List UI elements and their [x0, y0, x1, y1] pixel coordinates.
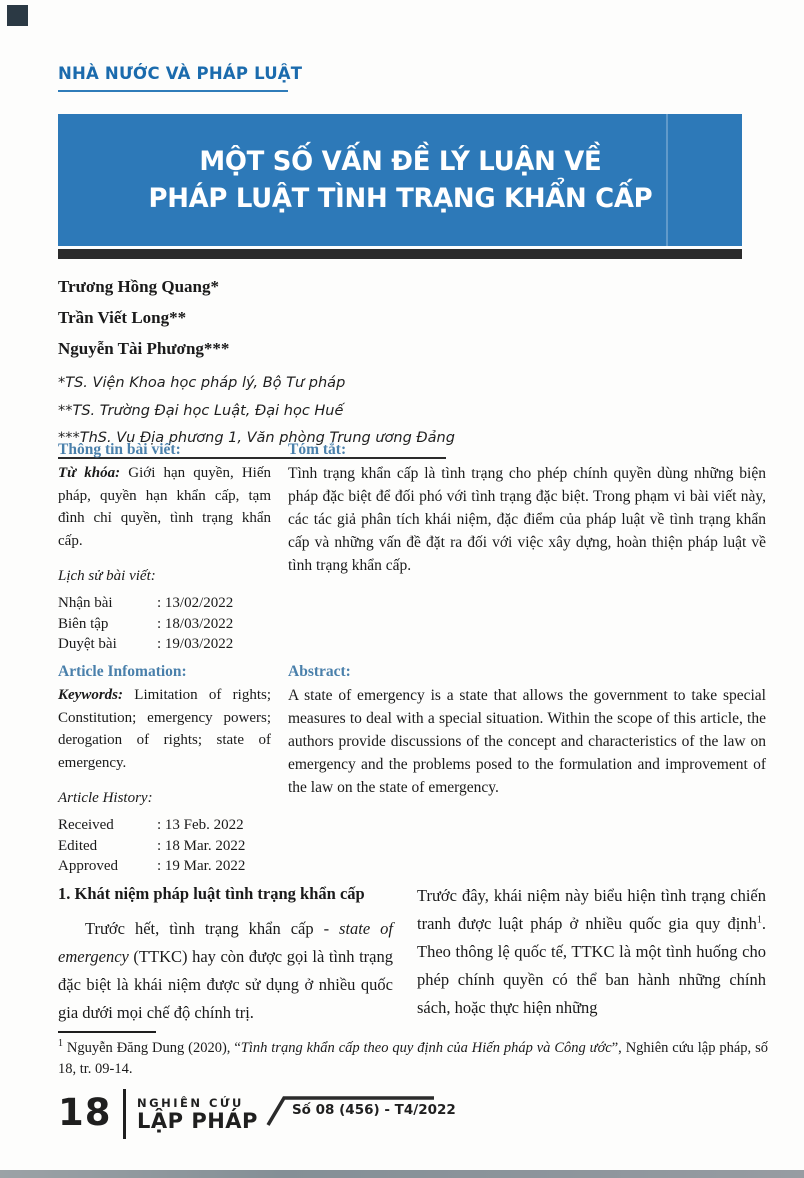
journal-name-bottom: LẬP PHÁP — [137, 1109, 258, 1133]
journal-name-top: NGHIÊN CỨU — [137, 1096, 244, 1110]
article-info-vi-left — [58, 441, 271, 655]
page-number: 18 — [58, 1091, 112, 1134]
footer-divider — [123, 1089, 127, 1139]
section-1-heading: 1. Khát niệm pháp luật tình trạng khẩn cấp — [58, 884, 365, 903]
footnote-title-italic: Tình trạng khẩn cấp theo quy định của Hiến pháp và Công ước — [240, 1040, 612, 1056]
body-text: (TTKC) hay còn được gọi là tình trạng đặc biệt là khái niệm được sử dụng ở nhiều quốc gia dưới mọi chế độ chính trị. — [58, 947, 393, 1022]
history-label: Biên tập — [58, 615, 109, 632]
body-text: Trước đây, khái niệm này biểu hiện tình trạng chiến tranh được luật pháp ở nhiều quốc gia quy định — [417, 886, 766, 933]
abstract-heading-en: Abstract: — [288, 663, 351, 680]
footnote-marker: 1 — [58, 1038, 63, 1050]
banner-bottom-bar — [58, 249, 742, 259]
history-label: Edited — [58, 837, 98, 854]
issue-number: Số 08 (456) - T4/2022 — [291, 1102, 456, 1118]
history-row — [58, 614, 271, 635]
summary-heading-vi: Tóm tắt: — [288, 441, 347, 458]
issue-block — [262, 1089, 456, 1139]
history-row — [58, 815, 271, 836]
history-row — [58, 836, 271, 857]
footnote-reference: 1 — [756, 914, 762, 926]
article-title-line1: MỘT SỐ VẤN ĐỀ LÝ LUẬN VỀ — [198, 146, 602, 177]
footnote-post: ”, Nghiên cứu lập pháp, số 18, tr. 09-14. — [58, 1040, 768, 1077]
body-text-italic: state of emergency — [58, 919, 393, 966]
summary-text-vi: Tình trạng khẩn cấp là tình trạng cho phép chính quyền dùng những biện pháp đặc biệt để đối phó với tình trạng đặc biệt. Trong phạm vi bài viết này, các tác giả phân tích khái niệm, đặc điểm của pháp luật về tình trạng khẩn cấp và những vấn đề đặt ra đối với việc xây dựng, hoàn thiện pháp luật về tình trạng khẩn cấp. — [288, 465, 766, 574]
history-value: : 19/03/2022 — [157, 636, 234, 652]
author-name: Trần Viết Long** — [58, 308, 187, 327]
article-info-en-left — [58, 663, 271, 877]
body-column-right — [417, 882, 766, 1027]
footnote-text — [58, 1038, 768, 1080]
body-text: Trước hết, tình trạng khẩn cấp - — [85, 919, 340, 938]
footnote-separator — [58, 1031, 156, 1033]
scan-artifact-line — [666, 114, 668, 246]
footnote-pre: Nguyễn Đăng Dung (2020), “ — [63, 1040, 241, 1056]
article-body — [58, 882, 766, 1027]
author-name: Trương Hồng Quang* — [58, 277, 220, 296]
journal-logo — [137, 1089, 258, 1139]
article-info-en-right — [288, 663, 766, 877]
history-heading-vi: Lịch sử bài viết: — [58, 568, 156, 584]
affiliation: *TS. Viện Khoa học pháp lý, Bộ Tư pháp — [58, 375, 346, 391]
body-text: . Theo thông lệ quốc tế, TTKC là một tình huống cho phép chính quyền có thể ban hành những chính sách, hoặc thực hiện những — [417, 914, 766, 1017]
history-label: Duyệt bài — [58, 636, 117, 652]
scan-corner-mark — [7, 5, 28, 26]
body-paragraph-right — [417, 882, 766, 1022]
history-heading-en: Article History: — [58, 790, 153, 806]
keywords-en — [58, 684, 271, 774]
history-value: : 18 Mar. 2022 — [157, 837, 246, 854]
keywords-text-en: Limitation of rights; Constitution; emergency powers; derogation of rights; state of emergency. — [58, 687, 271, 771]
author-name: Nguyễn Tài Phương*** — [58, 339, 230, 358]
keywords-label-vi: Từ khóa: — [58, 465, 121, 481]
affiliation: ***ThS. Vụ Địa phương 1, Văn phòng Trung ương Đảng — [58, 430, 455, 446]
history-label: Approved — [58, 858, 118, 874]
authors-block — [58, 271, 708, 459]
history-value: : 13 Feb. 2022 — [157, 817, 244, 833]
keywords-label-en: Keywords: — [58, 687, 123, 703]
article-info-vi — [58, 441, 766, 655]
keywords-text-vi: Giới hạn quyền, Hiến pháp, quyền hạn khẩn cấp, tạm đình chỉ quyền, tình trạng khẩn cấp. — [58, 465, 271, 549]
article-info-vi-right — [288, 441, 766, 655]
history-row — [58, 856, 271, 877]
journal-footer — [58, 1089, 456, 1139]
article-title-line2: PHÁP LUẬT TÌNH TRẠNG KHẨN CẤP — [148, 183, 652, 214]
info-heading-en: Article Infomation: — [58, 663, 187, 680]
body-column-left — [58, 882, 393, 1027]
history-row — [58, 634, 271, 655]
body-paragraph-left — [58, 915, 393, 1027]
article-title-banner — [58, 114, 742, 246]
keywords-vi — [58, 462, 271, 552]
article-info-en — [58, 663, 766, 877]
history-value: : 19 Mar. 2022 — [157, 858, 246, 874]
section-underline — [58, 90, 288, 92]
history-label: Received — [58, 817, 114, 833]
section-label: NHÀ NƯỚC VÀ PHÁP LUẬT — [58, 64, 303, 83]
page-bottom-bar — [0, 1170, 804, 1178]
history-value: : 18/03/2022 — [157, 615, 234, 632]
abstract-text-en: A state of emergency is a state that allows the government to take special measures to deal with a special situation. Within the scope of this article, the authors provide discussions of the concept and characteristics of the law on emergency and the problems posed to the formulation and improvement of the law on the state of emergency. — [288, 687, 766, 796]
footnote-block — [58, 1031, 768, 1080]
history-row — [58, 593, 271, 614]
history-value: : 13/02/2022 — [157, 595, 234, 611]
affiliation: **TS. Trường Đại học Luật, Đại học Huế — [58, 402, 344, 419]
section-kicker — [58, 64, 302, 92]
info-heading-vi: Thông tin bài viết: — [58, 441, 181, 458]
history-label: Nhận bài — [58, 595, 113, 611]
